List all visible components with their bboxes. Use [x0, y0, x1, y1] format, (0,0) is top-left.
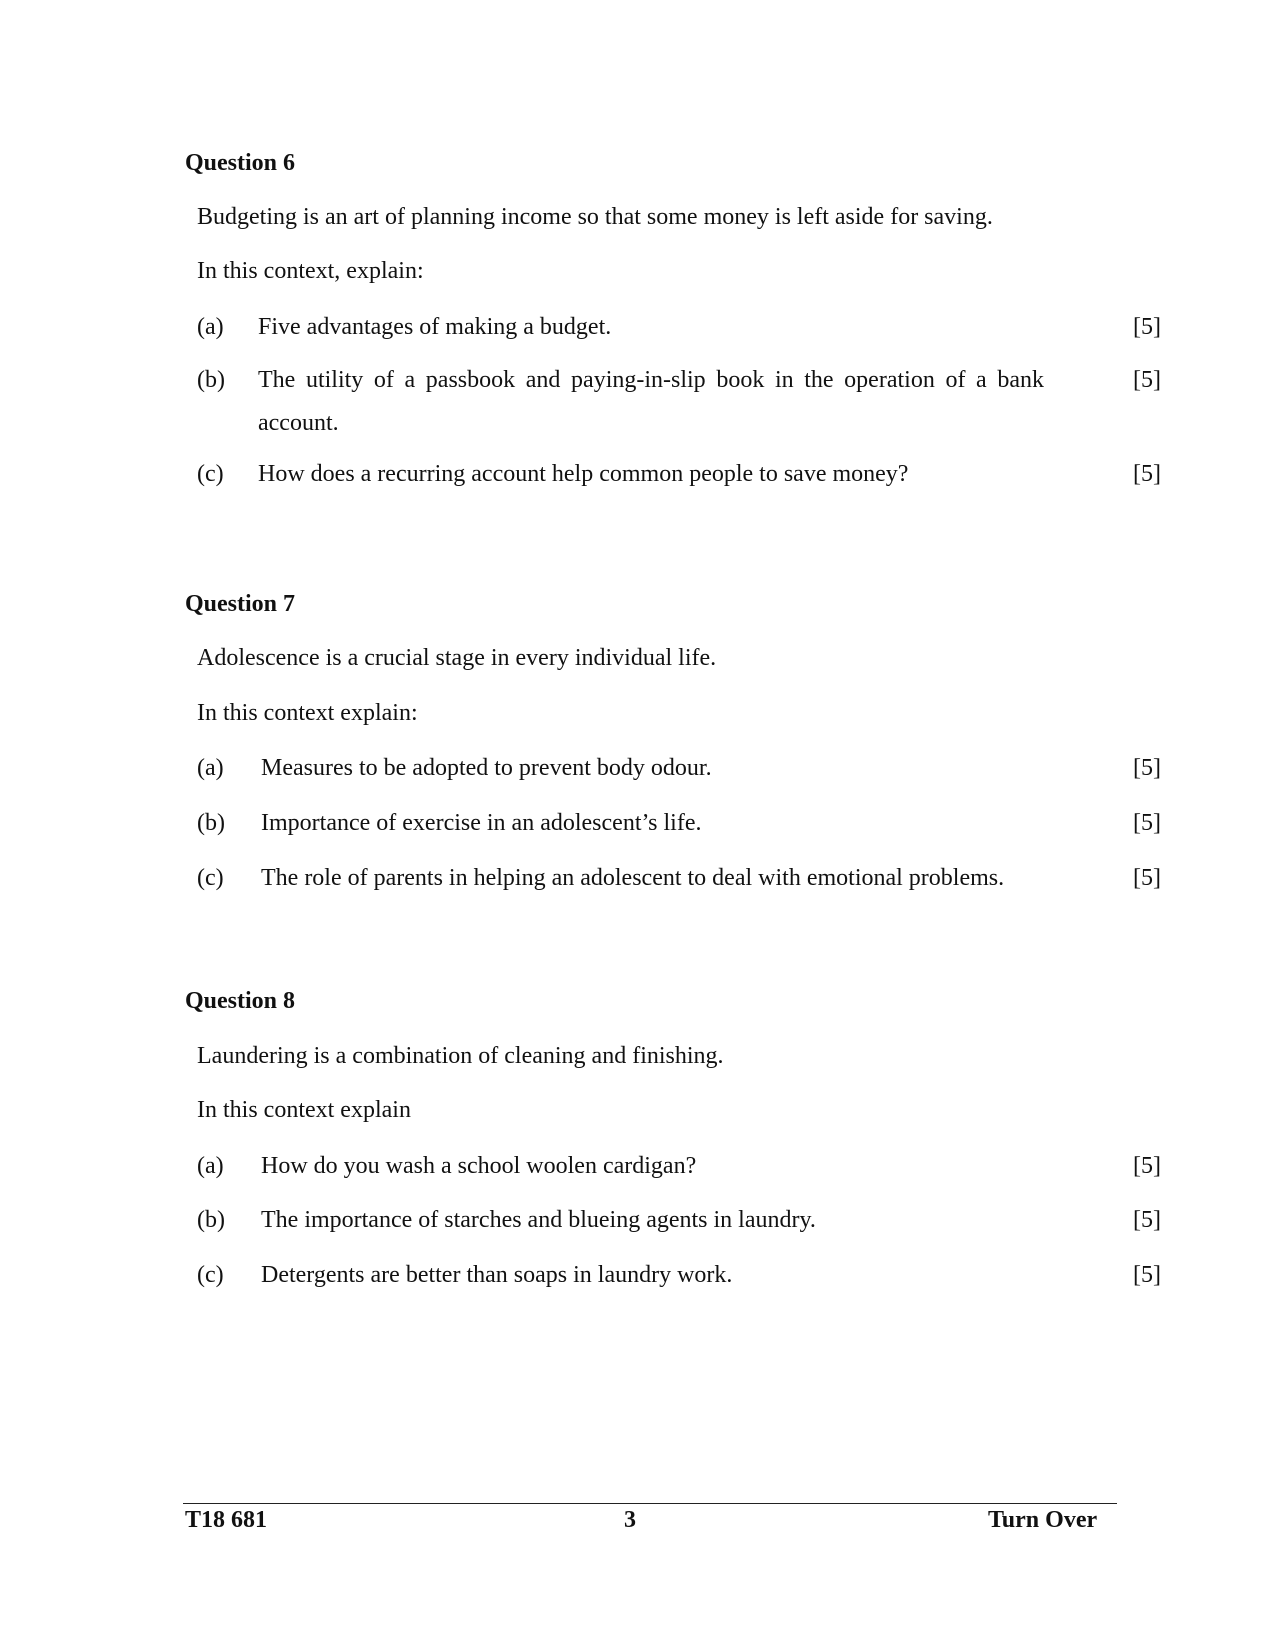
question-context: In this context explain:	[197, 700, 418, 726]
part-label: (c)	[197, 461, 224, 487]
part-text: Detergents are better than soaps in laundry work.	[261, 1262, 733, 1288]
part-marks: [5]	[1133, 314, 1161, 340]
part-text: The role of parents in helping an adolescent to deal with emotional problems.	[261, 865, 1005, 891]
part-label: (c)	[197, 1262, 224, 1288]
part-marks: [5]	[1133, 810, 1161, 836]
part-marks: [5]	[1133, 1262, 1161, 1288]
part-marks: [5]	[1133, 1207, 1161, 1233]
part-marks: [5]	[1133, 865, 1161, 891]
question-title: Question 8	[185, 988, 296, 1014]
question-title: Question 6	[185, 150, 296, 176]
part-text: Five advantages of making a budget.	[258, 314, 612, 340]
part-marks: [5]	[1133, 367, 1161, 393]
part-text: Importance of exercise in an adolescent’s life.	[261, 810, 702, 836]
part-text: How do you wash a school woolen cardigan?	[261, 1153, 697, 1179]
part-label: (a)	[197, 755, 224, 781]
page-number: 3	[624, 1507, 636, 1533]
question-intro: Budgeting is an art of planning income so that some money is left aside for saving.	[197, 204, 993, 230]
part-marks: [5]	[1133, 755, 1161, 781]
question-intro: Laundering is a combination of cleaning and finishing.	[197, 1043, 724, 1069]
part-text: The utility of a passbook and paying-in-slip book in the operation of a bank account.	[258, 367, 1044, 436]
part-label: (b)	[197, 810, 225, 836]
part-text: The importance of starches and blueing agents in laundry.	[261, 1207, 816, 1233]
question-context: In this context, explain:	[197, 258, 424, 284]
footer-divider	[183, 1503, 1117, 1504]
part-text: Measures to be adopted to prevent body odour.	[261, 755, 712, 781]
part-text: How does a recurring account help common people to save money?	[258, 461, 909, 487]
part-label: (b)	[197, 1207, 225, 1233]
question-intro: Adolescence is a crucial stage in every individual life.	[197, 645, 717, 671]
paper-code: T18 681	[185, 1507, 268, 1533]
part-label: (a)	[197, 1153, 224, 1179]
part-label: (a)	[197, 314, 224, 340]
part-marks: [5]	[1133, 461, 1161, 487]
part-label: (c)	[197, 865, 224, 891]
part-marks: [5]	[1133, 1153, 1161, 1179]
turn-over-label: Turn Over	[988, 1507, 1098, 1533]
question-context: In this context explain	[197, 1097, 411, 1123]
part-label: (b)	[197, 367, 225, 393]
question-title: Question 7	[185, 591, 296, 617]
